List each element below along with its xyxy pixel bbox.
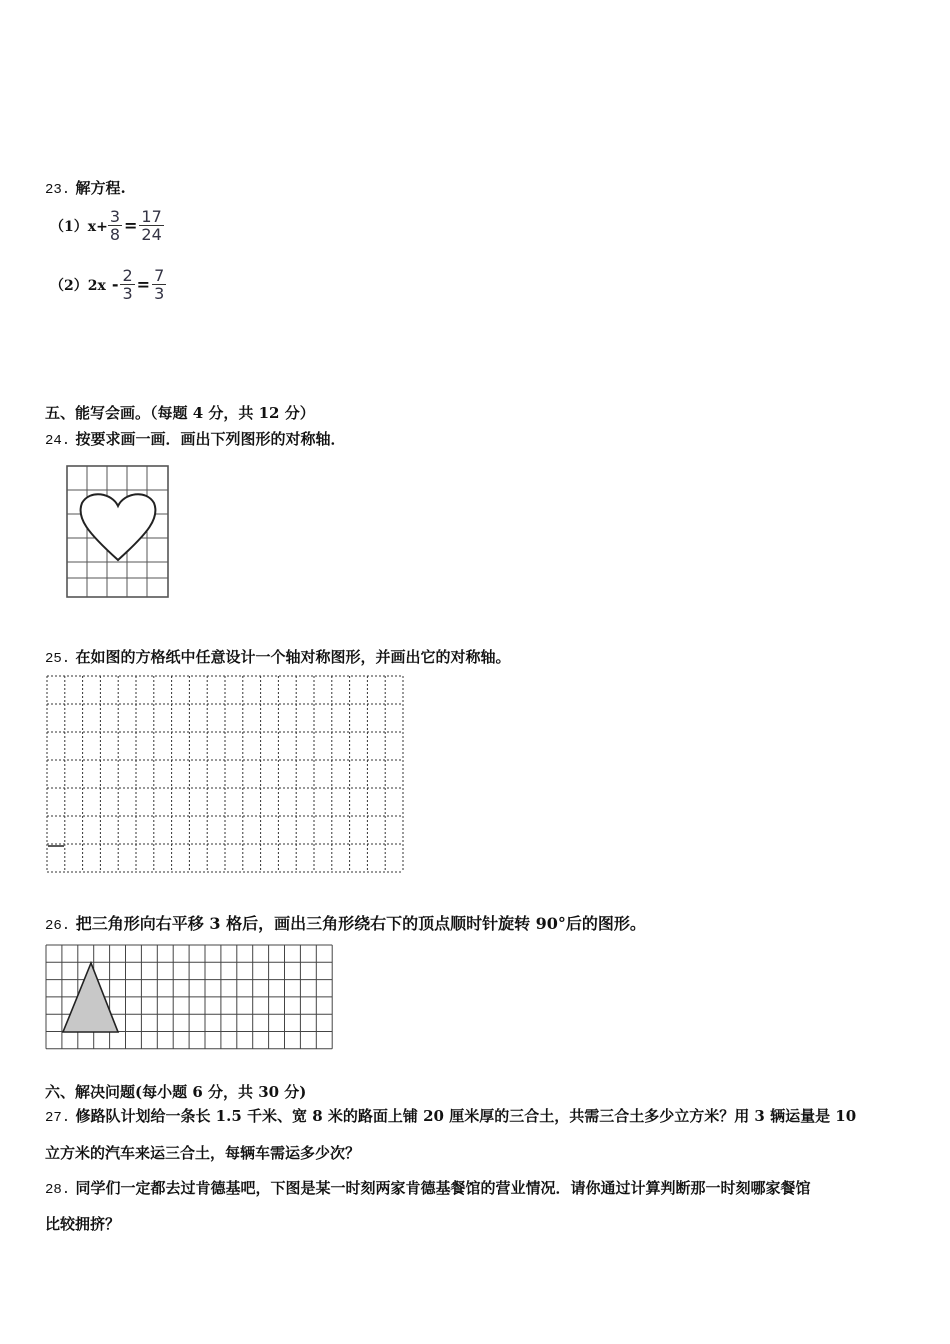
eq2-f2-numerator: 7	[154, 266, 165, 285]
eq2-equals: =	[136, 275, 151, 294]
q28-number: 28.	[45, 1182, 71, 1198]
q24-heading	[45, 428, 345, 449]
eq1-f2-denominator: 24	[141, 225, 162, 244]
q25-text: 在如图的方格纸中任意设计一个轴对称图形，并画出它的对称轴。	[75, 648, 511, 666]
q28-line-2: 比较拥挤？	[45, 1215, 121, 1233]
q27-text-1: 修路队计划给一条长 1.5 千米、宽 8 米的路面上铺 20 厘米厚的三合土，共需三合土多少立方米？用 3 辆运量是 10	[75, 1107, 857, 1125]
q26-heading	[45, 911, 646, 934]
q28-line-1	[45, 1177, 810, 1198]
section-6-heading: 六、解决问题(每小题 6 分，共 30 分)	[45, 1083, 307, 1101]
q27-line-1	[45, 1105, 856, 1126]
eq1-f1-denominator: 8	[109, 225, 121, 244]
section-5-heading: 五、能写会画。（每题 4 分，共 12 分）	[45, 404, 315, 422]
heart-shape	[81, 494, 156, 560]
eq2-fraction-2	[152, 267, 166, 302]
eq1-f2-numerator: 17	[141, 207, 162, 226]
eq2-fraction-1	[120, 267, 134, 302]
dotted-grid-paper	[45, 674, 407, 876]
eq1-fraction-2	[139, 208, 163, 243]
q23-equation-2	[50, 267, 166, 302]
q25-heading	[45, 646, 510, 667]
q23-title: 解方程.	[75, 179, 126, 197]
q23-number: 23.	[45, 182, 71, 198]
q27-number: 27.	[45, 1110, 71, 1126]
eq1-fraction-1	[108, 208, 122, 243]
heart-grid-figure	[64, 463, 172, 601]
q25-number: 25.	[45, 651, 71, 667]
q24-number: 24.	[45, 433, 71, 449]
q23-heading	[45, 177, 126, 198]
eq1-f1-numerator: 3	[109, 207, 121, 226]
triangle-grid-figure	[45, 943, 335, 1051]
q26-number: 26.	[45, 918, 71, 934]
eq2-minus: -	[111, 275, 119, 294]
q23-equation-1	[50, 208, 164, 243]
eq1-equals: =	[124, 216, 138, 235]
eq2-f1-denominator: 3	[122, 284, 133, 303]
eq1-label: （1）x+	[50, 218, 108, 235]
eq2-label: （2）2x	[50, 277, 106, 294]
q28-text-1: 同学们一定都去过肯德基吧，下图是某一时刻两家肯德基餐馆的营业情况．请你通过计算判断那一时刻哪家餐馆	[75, 1179, 811, 1197]
q24-text: 按要求画一画．画出下列图形的对称轴．	[75, 430, 346, 448]
eq2-f2-denominator: 3	[154, 284, 165, 303]
eq2-f1-numerator: 2	[122, 266, 133, 285]
q27-line-2: 立方米的汽车来运三合土，每辆车需运多少次？	[45, 1144, 361, 1162]
q26-text: 把三角形向右平移 3 格后，画出三角形绕右下的顶点顺时针旋转 90°后的图形。	[75, 914, 646, 933]
